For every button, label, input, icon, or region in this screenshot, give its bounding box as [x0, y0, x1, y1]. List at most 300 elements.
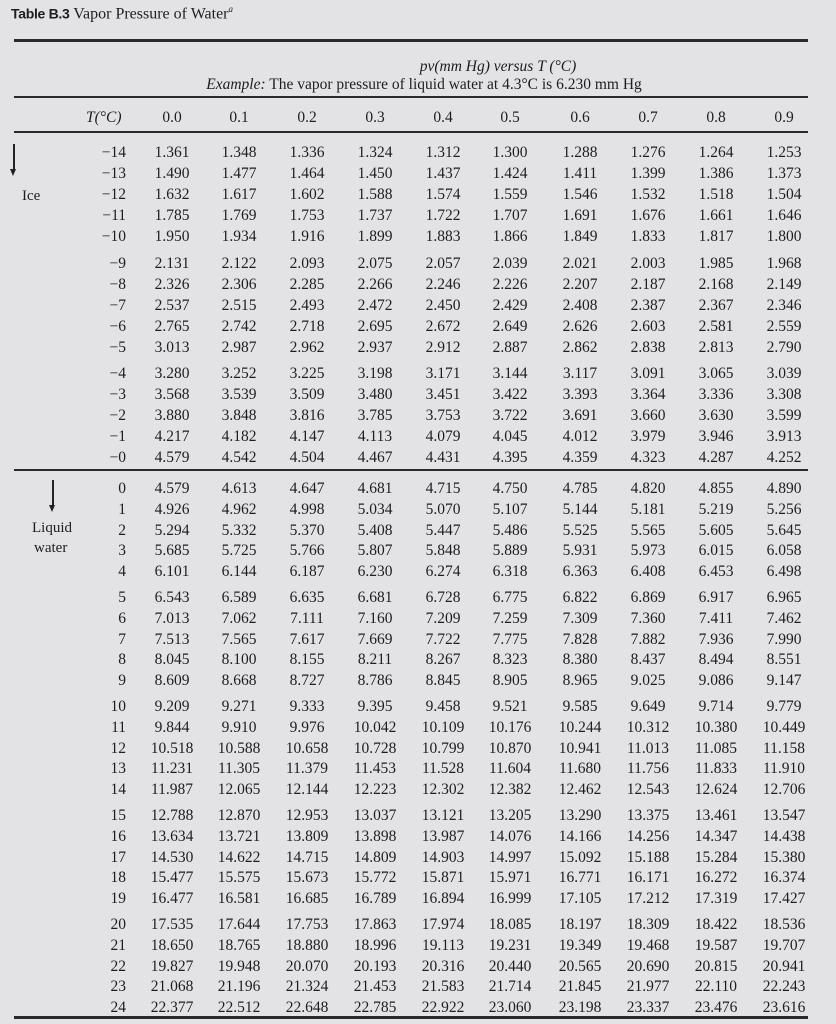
pressure-cell: 17.427 [762, 890, 806, 908]
pressure-cell: 4.504 [289, 449, 325, 466]
pressure-cell: 2.603 [630, 317, 666, 335]
pressure-cell: 3.013 [154, 338, 190, 356]
pressure-cell: 1.574 [425, 186, 461, 203]
pressure-cell: 15.188 [626, 848, 670, 866]
pressure-cell: 17.535 [150, 916, 194, 933]
pressure-cell: 8.380 [562, 651, 598, 669]
section-label: Liquid [32, 520, 72, 536]
pressure-cell: 6.869 [630, 589, 666, 606]
row-temperature: −5 [109, 338, 126, 356]
pressure-cell: 2.039 [492, 254, 528, 272]
pressure-cell: 6.144 [221, 563, 257, 581]
pressure-cell: 6.318 [492, 563, 528, 581]
pressure-cell: 7.617 [289, 630, 325, 648]
pressure-cell: 10.588 [217, 739, 261, 757]
row-temperature: −3 [109, 386, 126, 403]
pressure-cell: 9.521 [492, 698, 528, 715]
pressure-cell: 11.158 [762, 739, 806, 757]
pressure-cell: 1.588 [357, 186, 393, 203]
row-temperature: 3 [118, 542, 126, 560]
example-label: Example: [206, 76, 266, 93]
pressure-cell: 7.259 [492, 609, 528, 627]
row-temperature: 21 [110, 936, 126, 954]
pressure-cell: 12.624 [694, 781, 738, 799]
pressure-cell: 15.971 [488, 869, 532, 887]
pressure-cell: 2.021 [562, 254, 598, 272]
pressure-cell: 2.813 [698, 338, 734, 356]
pressure-cell: 5.766 [289, 542, 325, 560]
pressure-cell: 10.728 [353, 739, 397, 757]
pressure-cell: 4.542 [221, 449, 257, 466]
pressure-cell: 2.429 [492, 296, 528, 314]
pressure-cell: 5.645 [766, 521, 802, 539]
pressure-cell: 1.769 [221, 207, 257, 224]
pressure-cell: 1.737 [357, 207, 393, 224]
pressure-cell: 9.147 [766, 672, 802, 690]
pressure-cell: 3.393 [562, 386, 598, 403]
row-temperature: 18 [110, 869, 126, 887]
subtitle-rule [14, 96, 808, 98]
header-rule [14, 131, 808, 133]
liquid-arrow-icon [52, 480, 54, 508]
pressure-cell: 1.437 [425, 165, 461, 182]
pressure-cell: 4.579 [154, 449, 190, 466]
row-temperature: 11 [111, 718, 126, 736]
pressure-cell: 2.187 [630, 275, 666, 293]
pressure-cell: 5.565 [630, 521, 666, 539]
pressure-cell: 2.962 [289, 338, 325, 356]
pressure-cell: 7.722 [425, 630, 461, 648]
pressure-cell: 2.862 [562, 338, 598, 356]
pressure-cell: 4.613 [221, 480, 257, 497]
pressure-cell: 4.998 [289, 500, 325, 518]
pressure-cell: 6.498 [766, 563, 802, 581]
pressure-cell: 2.765 [154, 317, 190, 335]
pressure-cell: 4.785 [562, 480, 598, 497]
pressure-cell: 3.065 [698, 365, 734, 382]
pressure-cell: 2.057 [425, 254, 461, 272]
pressure-cell: 3.280 [154, 365, 190, 382]
pressure-cell: 3.039 [766, 365, 802, 382]
pressure-cell: 7.513 [154, 630, 190, 648]
pressure-cell: 10.799 [421, 739, 465, 757]
pressure-cell: 16.272 [694, 869, 738, 887]
pressure-cell: 4.431 [425, 449, 461, 466]
pressure-cell: 10.941 [558, 739, 602, 757]
pressure-cell: 14.715 [285, 848, 329, 866]
pressure-cell: 9.649 [630, 698, 666, 715]
pressure-cell: 4.820 [630, 480, 666, 497]
pressure-cell: 19.948 [217, 957, 261, 975]
pressure-cell: 3.364 [630, 386, 666, 403]
pressure-cell: 12.382 [488, 781, 532, 799]
pressure-cell: 16.894 [421, 890, 465, 908]
row-temperature: 15 [110, 807, 126, 824]
pressure-cell: 1.464 [289, 165, 325, 182]
row-temperature: −2 [109, 407, 126, 424]
pressure-cell: 6.822 [562, 589, 598, 606]
pressure-cell: 11.910 [762, 760, 806, 778]
pressure-cell: 3.117 [562, 365, 598, 382]
pressure-cell: 12.223 [353, 781, 397, 799]
pressure-cell: 1.373 [766, 165, 802, 182]
pressure-cell: 19.587 [694, 936, 738, 954]
pressure-cell: 22.648 [285, 999, 329, 1017]
pressure-cell: 17.319 [694, 890, 738, 908]
pressure-cell: 5.931 [562, 542, 598, 560]
pressure-cell: 1.336 [289, 144, 325, 161]
pressure-cell: 19.468 [626, 936, 670, 954]
pressure-cell: 2.122 [221, 254, 257, 272]
pressure-cell: 7.828 [562, 630, 598, 648]
pressure-cell: 1.288 [562, 144, 598, 161]
pressure-cell: 5.848 [425, 542, 461, 560]
pressure-cell: 1.253 [766, 144, 802, 161]
pressure-cell: 3.946 [698, 428, 734, 445]
pressure-cell: 4.359 [562, 449, 598, 466]
pressure-cell: 3.336 [698, 386, 734, 403]
pressure-cell: 1.477 [221, 165, 257, 182]
pressure-cell: 2.326 [154, 275, 190, 293]
pressure-cell: 7.936 [698, 630, 734, 648]
pressure-cell: 16.581 [217, 890, 261, 908]
pressure-cell: 18.536 [762, 916, 806, 933]
pressure-cell: 6.408 [630, 563, 666, 581]
pressure-cell: 2.838 [630, 338, 666, 356]
pressure-cell: 1.661 [698, 207, 734, 224]
pressure-cell: 2.266 [357, 275, 393, 293]
pressure-cell: 4.467 [357, 449, 393, 466]
pressure-cell: 9.585 [562, 698, 598, 715]
row-temperature: 1 [118, 500, 126, 518]
pressure-cell: 10.518 [150, 739, 194, 757]
pressure-cell: 19.707 [762, 936, 806, 954]
pressure-cell: 1.722 [425, 207, 461, 224]
pressure-cell: 3.451 [425, 386, 461, 403]
pressure-cell: 8.155 [289, 651, 325, 669]
pressure-cell: 10.380 [694, 718, 738, 736]
pressure-cell: 2.493 [289, 296, 325, 314]
pressure-cell: 1.934 [221, 228, 257, 245]
pressure-cell: 7.111 [290, 609, 324, 627]
pressure-cell: 11.756 [626, 760, 670, 778]
pressure-cell: 4.252 [766, 449, 802, 466]
pressure-cell: 8.045 [154, 651, 190, 669]
header-col: 0.4 [433, 109, 453, 126]
pressure-cell: 1.300 [492, 144, 528, 161]
pressure-cell: 5.973 [630, 542, 666, 560]
pressure-cell: 13.205 [488, 807, 532, 824]
pressure-cell: 3.785 [357, 407, 393, 424]
pressure-cell: 3.252 [221, 365, 257, 382]
pressure-cell: 14.438 [762, 827, 806, 845]
pressure-cell: 4.715 [425, 480, 461, 497]
pressure-cell: 8.668 [221, 672, 257, 690]
pressure-cell: 21.453 [353, 978, 397, 996]
row-temperature: 9 [118, 672, 126, 690]
pressure-cell: 6.589 [221, 589, 257, 606]
pressure-cell: 1.691 [562, 207, 598, 224]
pressure-cell: 9.910 [221, 718, 257, 736]
pressure-cell: 20.941 [762, 957, 806, 975]
pressure-cell: 13.721 [217, 827, 261, 845]
pressure-cell: 9.209 [154, 698, 190, 715]
pressure-cell: 6.543 [154, 589, 190, 606]
pressure-cell: 21.714 [488, 978, 532, 996]
pressure-cell: 1.361 [154, 144, 190, 161]
pressure-cell: 9.271 [221, 698, 257, 715]
row-temperature: 7 [118, 630, 126, 648]
pressure-cell: 17.753 [285, 916, 329, 933]
pressure-cell: 3.630 [698, 407, 734, 424]
row-temperature: −6 [109, 317, 126, 335]
pressure-cell: 12.065 [217, 781, 261, 799]
pressure-cell: 10.176 [488, 718, 532, 736]
pressure-cell: 7.462 [766, 609, 802, 627]
pressure-cell: 5.807 [357, 542, 393, 560]
pressure-cell: 2.695 [357, 317, 393, 335]
pressure-cell: 10.312 [626, 718, 670, 736]
pressure-cell: 1.312 [425, 144, 461, 161]
header-col: 0.5 [500, 109, 520, 126]
row-temperature: 16 [110, 827, 126, 845]
pressure-cell: 8.211 [357, 651, 393, 669]
pressure-cell: 11.085 [694, 739, 738, 757]
title-rule [14, 39, 808, 42]
pressure-cell: 4.012 [562, 428, 598, 445]
row-temperature: 4 [118, 563, 126, 581]
pressure-cell: 1.450 [357, 165, 393, 182]
pressure-cell: 5.034 [357, 500, 393, 518]
pressure-cell: 12.706 [762, 781, 806, 799]
footnote-mark: a [228, 4, 233, 14]
pressure-cell: 5.107 [492, 500, 528, 518]
pressure-cell: 2.168 [698, 275, 734, 293]
pressure-cell: 7.360 [630, 609, 666, 627]
pressure-cell: 1.324 [357, 144, 393, 161]
pressure-cell: 2.207 [562, 275, 598, 293]
pressure-cell: 9.714 [698, 698, 734, 715]
pressure-cell: 16.477 [150, 890, 194, 908]
pressure-cell: 9.333 [289, 698, 325, 715]
pressure-cell: 21.068 [150, 978, 194, 996]
pressure-cell: 4.323 [630, 449, 666, 466]
row-temperature: 20 [110, 916, 126, 933]
pressure-cell: 8.965 [562, 672, 598, 690]
pressure-cell: 11.013 [626, 739, 670, 757]
pressure-cell: 23.198 [558, 999, 602, 1017]
pressure-cell: 20.815 [694, 957, 738, 975]
pressure-cell: 2.649 [492, 317, 528, 335]
pressure-cell: 7.775 [492, 630, 528, 648]
pressure-cell: 5.685 [154, 542, 190, 560]
pressure-cell: 2.387 [630, 296, 666, 314]
pressure-cell: 5.889 [492, 542, 528, 560]
pressure-cell: 17.105 [558, 890, 602, 908]
pressure-cell: 22.922 [421, 999, 465, 1017]
pressure-cell: 2.093 [289, 254, 325, 272]
pressure-cell: 3.509 [289, 386, 325, 403]
pressure-cell: 8.905 [492, 672, 528, 690]
pressure-cell: 2.285 [289, 275, 325, 293]
pressure-cell: 22.785 [353, 999, 397, 1017]
pressure-cell: 2.149 [766, 275, 802, 293]
pressure-cell: 2.887 [492, 338, 528, 356]
pressure-cell: 2.408 [562, 296, 598, 314]
pressure-cell: 15.575 [217, 869, 261, 887]
pressure-cell: 10.244 [558, 718, 602, 736]
pressure-cell: 4.217 [154, 428, 190, 445]
pressure-cell: 19.231 [488, 936, 532, 954]
section-rule [14, 469, 808, 471]
pressure-cell: 4.147 [289, 428, 325, 445]
pressure-cell: 1.559 [492, 186, 528, 203]
header-col: 0.9 [774, 109, 794, 126]
pressure-cell: 8.100 [221, 651, 257, 669]
pressure-cell: 2.581 [698, 317, 734, 335]
pressure-cell: 5.725 [221, 542, 257, 560]
pressure-cell: 1.968 [766, 254, 802, 272]
pressure-cell: 1.707 [492, 207, 528, 224]
pressure-cell: 19.349 [558, 936, 602, 954]
pressure-cell: 4.750 [492, 480, 528, 497]
pressure-cell: 1.490 [154, 165, 190, 182]
pressure-cell: 1.817 [698, 228, 734, 245]
pressure-cell: 13.375 [626, 807, 670, 824]
pressure-cell: 1.348 [221, 144, 257, 161]
pressure-cell: 1.276 [630, 144, 666, 161]
pressure-cell: 1.424 [492, 165, 528, 182]
pressure-cell: 12.144 [285, 781, 329, 799]
pressure-cell: 18.309 [626, 916, 670, 933]
pressure-cell: 1.985 [698, 254, 734, 272]
pressure-cell: 9.025 [630, 672, 666, 690]
pressure-cell: 20.565 [558, 957, 602, 975]
pressure-cell: 12.543 [626, 781, 670, 799]
pressure-cell: 15.871 [421, 869, 465, 887]
pressure-cell: 4.045 [492, 428, 528, 445]
pressure-cell: 1.800 [766, 228, 802, 245]
pressure-cell: 1.617 [221, 186, 257, 203]
pressure-cell: 11.528 [421, 760, 465, 778]
pressure-cell: 4.287 [698, 449, 734, 466]
pressure-cell: 2.367 [698, 296, 734, 314]
pressure-cell: 5.447 [425, 521, 461, 539]
header-col: 0.0 [162, 109, 182, 126]
pressure-cell: 5.219 [698, 500, 734, 518]
pressure-cell: 3.568 [154, 386, 190, 403]
pressure-cell: 12.788 [150, 807, 194, 824]
pressure-cell: 16.685 [285, 890, 329, 908]
row-temperature: −13 [101, 165, 126, 182]
row-temperature: −0 [109, 449, 126, 466]
pressure-cell: 2.718 [289, 317, 325, 335]
pressure-cell: 4.926 [154, 500, 190, 518]
pressure-cell: 12.462 [558, 781, 602, 799]
pressure-cell: 4.395 [492, 449, 528, 466]
pressure-cell: 16.171 [626, 869, 670, 887]
pressure-cell: 15.673 [285, 869, 329, 887]
pressure-cell: 17.644 [217, 916, 261, 933]
pressure-cell: 3.979 [630, 428, 666, 445]
pressure-cell: 3.198 [357, 365, 393, 382]
pressure-cell: 20.690 [626, 957, 670, 975]
pressure-cell: 1.899 [357, 228, 393, 245]
pressure-cell: 15.772 [353, 869, 397, 887]
pressure-cell: 1.646 [766, 207, 802, 224]
pressure-cell: 5.525 [562, 521, 598, 539]
pressure-cell: 5.370 [289, 521, 325, 539]
pressure-cell: 6.015 [698, 542, 734, 560]
row-temperature: 24 [110, 999, 126, 1017]
pressure-cell: 3.308 [766, 386, 802, 403]
pressure-cell: 3.091 [630, 365, 666, 382]
pressure-cell: 4.182 [221, 428, 257, 445]
pressure-cell: 16.999 [488, 890, 532, 908]
pressure-cell: 17.974 [421, 916, 465, 933]
pressure-cell: 11.305 [217, 760, 261, 778]
pressure-cell: 5.605 [698, 521, 734, 539]
pressure-cell: 9.779 [766, 698, 802, 715]
table-example [0, 76, 836, 94]
pressure-cell: 5.144 [562, 500, 598, 518]
pressure-cell: 3.539 [221, 386, 257, 403]
pressure-cell: 11.987 [150, 781, 194, 799]
pressure-cell: 14.530 [150, 848, 194, 866]
pressure-cell: 10.870 [488, 739, 532, 757]
pressure-cell: 6.101 [154, 563, 190, 581]
pressure-cell: 15.092 [558, 848, 602, 866]
pressure-cell: 20.070 [285, 957, 329, 975]
pressure-cell: 6.230 [357, 563, 393, 581]
pressure-cell: 23.616 [762, 999, 806, 1017]
row-temperature: 13 [110, 760, 126, 778]
pressure-cell: 14.166 [558, 827, 602, 845]
table-title-text: Vapor Pressure of Water [73, 5, 229, 23]
pressure-cell: 4.079 [425, 428, 461, 445]
pressure-cell: 3.753 [425, 407, 461, 424]
pressure-cell: 23.337 [626, 999, 670, 1017]
row-temperature: 0 [118, 480, 126, 497]
pressure-cell: 16.789 [353, 890, 397, 908]
row-temperature: 12 [110, 739, 126, 757]
pressure-cell: 6.728 [425, 589, 461, 606]
pressure-cell: 2.003 [630, 254, 666, 272]
pressure-cell: 20.193 [353, 957, 397, 975]
pressure-cell: 8.551 [766, 651, 802, 669]
pressure-cell: 4.113 [357, 428, 393, 445]
pressure-cell: 2.450 [425, 296, 461, 314]
pressure-cell: 4.579 [154, 480, 190, 497]
pressure-cell: 13.037 [353, 807, 397, 824]
pressure-cell: 11.604 [488, 760, 532, 778]
pressure-cell: 2.559 [766, 317, 802, 335]
pressure-cell: 16.374 [762, 869, 806, 887]
pressure-cell: 12.870 [217, 807, 261, 824]
row-temperature: 19 [110, 890, 126, 908]
pressure-cell: 14.076 [488, 827, 532, 845]
pressure-cell: 4.681 [357, 480, 393, 497]
pressure-cell: 15.477 [150, 869, 194, 887]
pressure-cell: 6.453 [698, 563, 734, 581]
pressure-cell: 1.753 [289, 207, 325, 224]
pressure-cell: 8.845 [425, 672, 461, 690]
pressure-cell: 3.722 [492, 407, 528, 424]
pressure-cell: 18.085 [488, 916, 532, 933]
pressure-cell: 22.512 [217, 999, 261, 1017]
pressure-cell: 6.187 [289, 563, 325, 581]
pressure-cell: 8.323 [492, 651, 528, 669]
